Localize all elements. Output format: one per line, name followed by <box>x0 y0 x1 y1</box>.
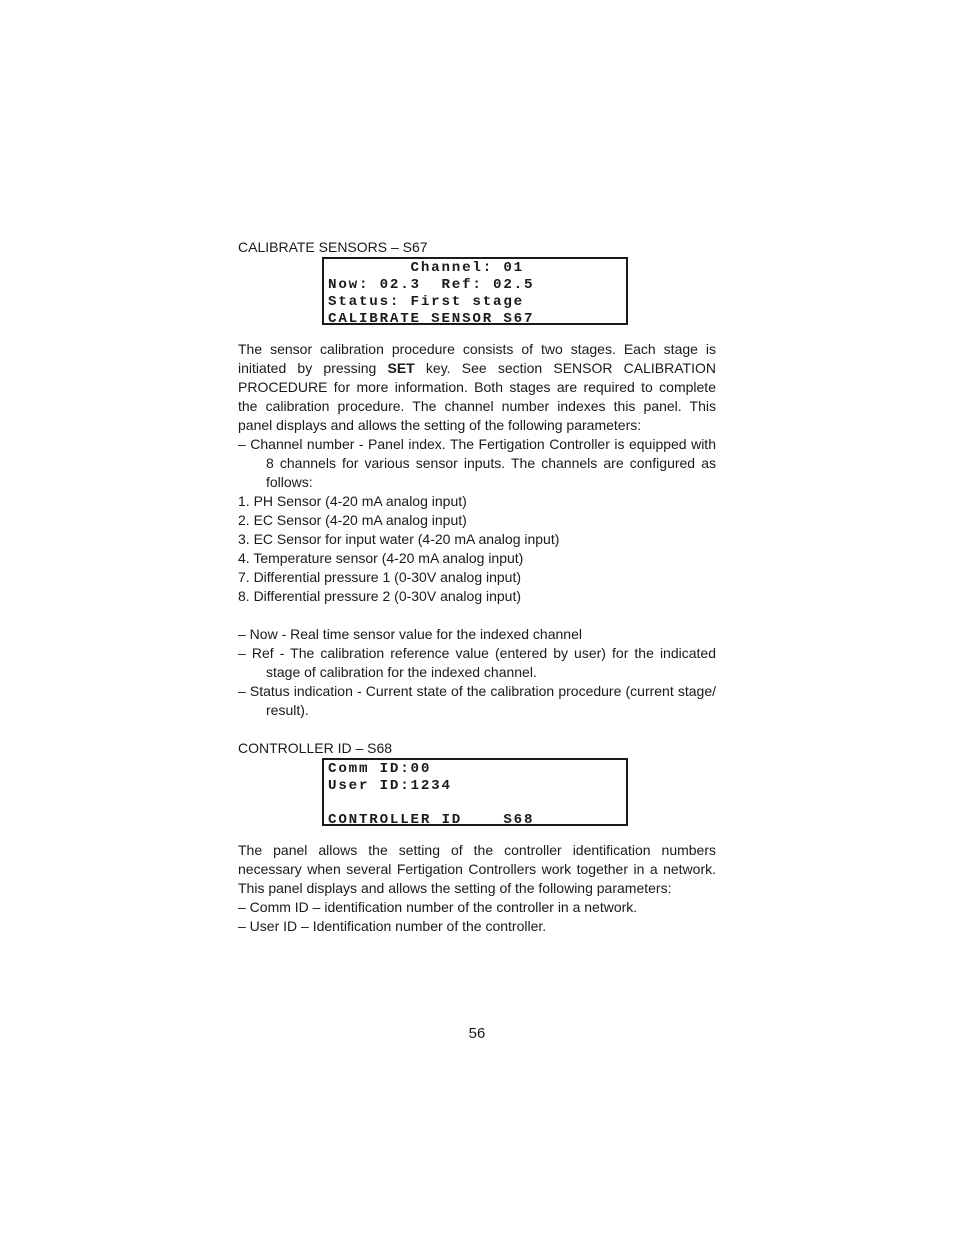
param-user-id: – User ID – Identification number of the controller. <box>238 918 547 934</box>
param-status: – Status indication - Current state of the calibration procedure (current stage/ result). <box>238 683 716 718</box>
lcd-line: Status: First stage <box>328 294 524 310</box>
lcd-line: User ID:1234 <box>328 778 452 794</box>
section-title-calibrate-sensors: CALIBRATE SENSORS – S67 <box>238 239 428 255</box>
lcd-panel-s68 <box>322 758 628 826</box>
lcd-line: CALIBRATE SENSOR S67 <box>328 311 535 327</box>
channel-number-item: – Channel number - Panel index. The Fertigation Controller is equipped with 8 channels for various sensor inputs. The channels are configured as follows: <box>238 436 716 490</box>
controller-id-description: The panel allows the setting of the controller identification numbers necessary when several Fertigation Controllers work together in a network. This panel displays and allows the setting of the following parameters: <box>238 842 716 896</box>
lcd-line: Channel: 01 <box>328 260 524 276</box>
channel-list-item: 8. Differential pressure 2 (0-30V analog input) <box>238 588 522 604</box>
channel-list-item: 3. EC Sensor for input water (4-20 mA analog input) <box>238 531 560 547</box>
param-comm-id: – Comm ID – identification number of the controller in a network. <box>238 899 638 915</box>
page-number: 56 <box>468 1025 486 1042</box>
set-key-label: SET <box>387 360 415 376</box>
description-text: The sensor calibration procedure consists of two stages. Each stage is initiated by pressing <box>238 341 716 376</box>
channel-list-item: 7. Differential pressure 1 (0-30V analog input) <box>238 569 522 585</box>
lcd-panel-s67 <box>322 257 628 325</box>
lcd-line: Comm ID:00 <box>328 761 432 777</box>
param-ref: – Ref - The calibration reference value (entered by user) for the indicated stage of calibration for the indexed channel. <box>238 645 716 680</box>
lcd-line: CONTROLLER ID S68 <box>328 812 535 828</box>
calibration-description <box>238 340 716 435</box>
channel-list-item: 2. EC Sensor (4-20 mA analog input) <box>238 512 467 528</box>
channel-list-item: 4. Temperature sensor (4-20 mA analog input) <box>238 550 524 566</box>
manual-page <box>238 238 716 936</box>
section-title-controller-id: CONTROLLER ID – S68 <box>238 740 393 756</box>
channel-list-item: 1. PH Sensor (4-20 mA analog input) <box>238 493 467 509</box>
lcd-line <box>328 795 626 812</box>
description-text: key. See section SENSOR CALIBRATION PROCEDURE for more information. Both stages are required to complete the calibration procedure. The channel number indexes this panel. This panel displays and allows the setting of the following parameters: <box>238 360 716 433</box>
lcd-line: Now: 02.3 Ref: 02.5 <box>328 277 535 293</box>
param-now: – Now - Real time sensor value for the indexed channel <box>238 626 582 642</box>
